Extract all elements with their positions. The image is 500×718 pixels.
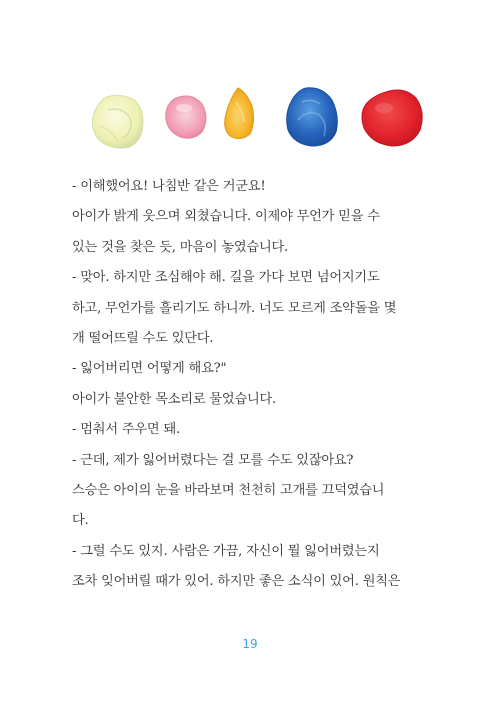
blue-stone xyxy=(287,88,338,146)
page-number: 19 xyxy=(242,637,258,651)
text-line: 개 떨어뜨릴 수도 있단다. xyxy=(72,330,214,346)
pink-stone xyxy=(166,96,206,138)
text-line: 있는 것을 찾은 듯, 마음이 놓였습니다. xyxy=(72,239,289,255)
text-line: - 잃어버리면 어떻게 해요?" xyxy=(72,361,227,377)
text-line: 아이가 불안한 목소리로 물었습니다. xyxy=(72,391,277,407)
pale-yellow-stone xyxy=(92,95,143,148)
text-line: 하고, 무언가를 흘리기도 하니까. 너도 모르게 조약돌을 몇 xyxy=(72,300,397,316)
text-line: 아이가 밝게 웃으며 외쳤습니다. 이제야 무언가 믿을 수 xyxy=(72,209,380,225)
orange-stone xyxy=(225,88,254,139)
text-line: 스승은 아이의 눈을 바라보며 천천히 고개를 끄덕였습니 xyxy=(72,482,385,498)
text-line: - 멈춰서 주우면 돼. xyxy=(72,422,180,438)
text-line: 조차 잊어버릴 때가 있어. 하지만 좋은 소식이 있어. 원칙은 xyxy=(72,574,401,590)
pebble-illustration xyxy=(0,80,500,170)
text-line: - 맞아. 하지만 조심해야 해. 길을 가다 보면 넘어지기도 xyxy=(72,270,380,286)
red-stone xyxy=(362,90,422,146)
text-line: - 그럴 수도 있지. 사람은 가끔, 자신이 뭘 잃어버렸는지 xyxy=(72,543,380,559)
text-line: 다. xyxy=(72,513,89,529)
story-text xyxy=(72,172,438,597)
text-line: - 근데, 제가 잃어버렸다는 걸 모를 수도 있잖아요? xyxy=(72,452,354,468)
text-line: - 이해했어요! 나침반 같은 거군요! xyxy=(72,179,266,194)
